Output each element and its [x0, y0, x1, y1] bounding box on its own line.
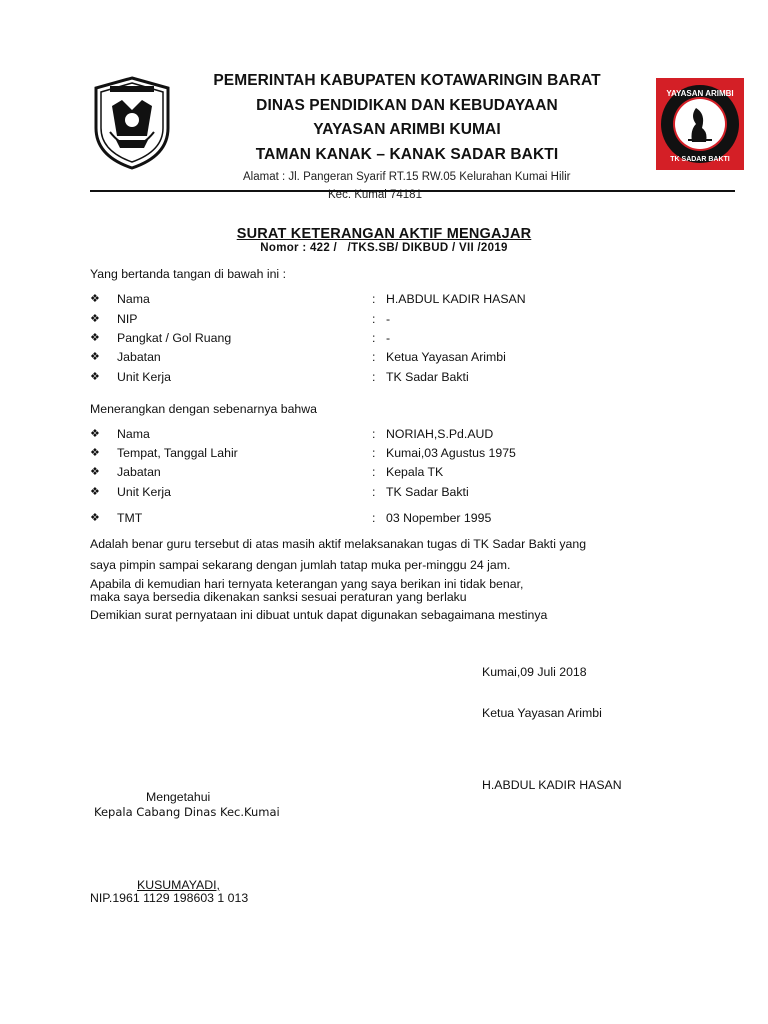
header-address: Alamat : Jl. Pangeran Syarif RT.15 RW.05 Kelurahan Kumai Hilir	[243, 171, 571, 183]
paragraph-3: Demikian surat pernyataan ini dibuat untuk dapat digunakan sebagaimana mestinya	[90, 608, 548, 622]
field-value: TK Sadar Bakti	[386, 370, 469, 384]
bullet-icon: ❖	[90, 293, 100, 305]
header-address-district: Kec. Kumai 74181	[328, 189, 422, 201]
field-colon: :	[372, 331, 376, 345]
field-colon: :	[372, 427, 376, 441]
bullet-icon: ❖	[90, 447, 100, 459]
field-row	[90, 312, 690, 328]
field-colon: :	[372, 350, 376, 364]
field-label: Tempat, Tanggal Lahir	[117, 446, 238, 460]
paragraph-2-line-1: Apabila di kemudian hari ternyata keterangan yang saya berikan ini tidak benar,	[90, 577, 524, 591]
bullet-icon: ❖	[90, 371, 100, 383]
statement-text: Menerangkan dengan sebenarnya bahwa	[90, 402, 317, 416]
field-row	[90, 485, 690, 501]
field-value: Kepala TK	[386, 465, 444, 479]
acknowledger-nip: NIP.1961 1129 198603 1 013	[90, 891, 249, 905]
header-school: TAMAN KANAK – KANAK SADAR BAKTI	[255, 146, 559, 163]
header-department: DINAS PENDIDIKAN DAN KEBUDAYAAN	[256, 97, 558, 114]
field-colon: :	[372, 465, 376, 479]
field-row	[90, 427, 690, 443]
acknowledger-position: Kepala Cabang Dinas Kec.Kumai	[94, 805, 280, 819]
field-row	[90, 331, 690, 347]
header-divider	[90, 190, 735, 192]
field-label: Jabatan	[117, 465, 161, 479]
field-row	[90, 446, 690, 462]
signer-name: H.ABDUL KADIR HASAN	[482, 778, 622, 792]
bullet-icon: ❖	[90, 512, 100, 524]
field-label: Jabatan	[117, 350, 161, 364]
paragraph-1-line-1: Adalah benar guru tersebut di atas masih aktif melaksanakan tugas di TK Sadar Bakti yang	[90, 537, 587, 551]
letter-title: SURAT KETERANGAN AKTIF MENGAJAR	[236, 226, 532, 242]
bullet-icon: ❖	[90, 351, 100, 363]
field-label: TMT	[117, 511, 143, 525]
regency-emblem-logo	[92, 76, 172, 170]
acknowledger-name: KUSUMAYADI,	[137, 878, 220, 892]
bullet-icon: ❖	[90, 466, 100, 478]
bullet-icon: ❖	[90, 428, 100, 440]
field-value: Ketua Yayasan Arimbi	[386, 350, 506, 364]
field-value: -	[386, 312, 391, 326]
field-colon: :	[372, 511, 376, 525]
field-value: Kumai,03 Agustus 1975	[386, 446, 516, 460]
yayasan-arimbi-logo	[656, 78, 744, 170]
field-value: TK Sadar Bakti	[386, 485, 469, 499]
field-colon: :	[372, 312, 376, 326]
place-date: Kumai,09 Juli 2018	[482, 665, 587, 679]
field-colon: :	[372, 485, 376, 499]
intro-text: Yang bertanda tangan di bawah ini :	[90, 267, 286, 281]
header-government: PEMERINTAH KABUPATEN KOTAWARINGIN BARAT	[213, 72, 601, 89]
field-label: Pangkat / Gol Ruang	[117, 331, 232, 345]
signer-position: Ketua Yayasan Arimbi	[482, 706, 602, 720]
field-row	[90, 350, 690, 366]
field-colon: :	[372, 446, 376, 460]
field-value: H.ABDUL KADIR HASAN	[386, 292, 526, 306]
field-row	[90, 511, 690, 527]
bullet-icon: ❖	[90, 486, 100, 498]
field-row	[90, 465, 690, 481]
field-row	[90, 292, 690, 308]
field-label: NIP	[117, 312, 138, 326]
svg-text:TK SADAR BAKTI: TK SADAR BAKTI	[670, 156, 730, 163]
paragraph-1-line-2: saya pimpin sampai sekarang dengan jumlah tatap muka per-minggu 24 jam.	[90, 558, 511, 572]
field-row	[90, 370, 690, 386]
letter-number: Nomor : 422 / /TKS.SB/ DIKBUD / VII /2019	[260, 242, 508, 254]
bullet-icon: ❖	[90, 313, 100, 325]
field-label: Unit Kerja	[117, 370, 171, 384]
acknowledged-label: Mengetahui	[146, 790, 211, 804]
svg-text:YAYASAN ARIMBI: YAYASAN ARIMBI	[666, 89, 734, 98]
field-label: Unit Kerja	[117, 485, 171, 499]
field-colon: :	[372, 370, 376, 384]
field-value: 03 Nopember 1995	[386, 511, 492, 525]
field-value: NORIAH,S.Pd.AUD	[386, 427, 494, 441]
bullet-icon: ❖	[90, 332, 100, 344]
field-value: -	[386, 331, 391, 345]
paragraph-2-line-2: maka saya bersedia dikenakan sanksi sesuai peraturan yang berlaku	[90, 590, 467, 604]
field-label: Nama	[117, 427, 150, 441]
header-foundation: YAYASAN ARIMBI KUMAI	[313, 121, 501, 138]
field-label: Nama	[117, 292, 150, 306]
field-colon: :	[372, 292, 376, 306]
